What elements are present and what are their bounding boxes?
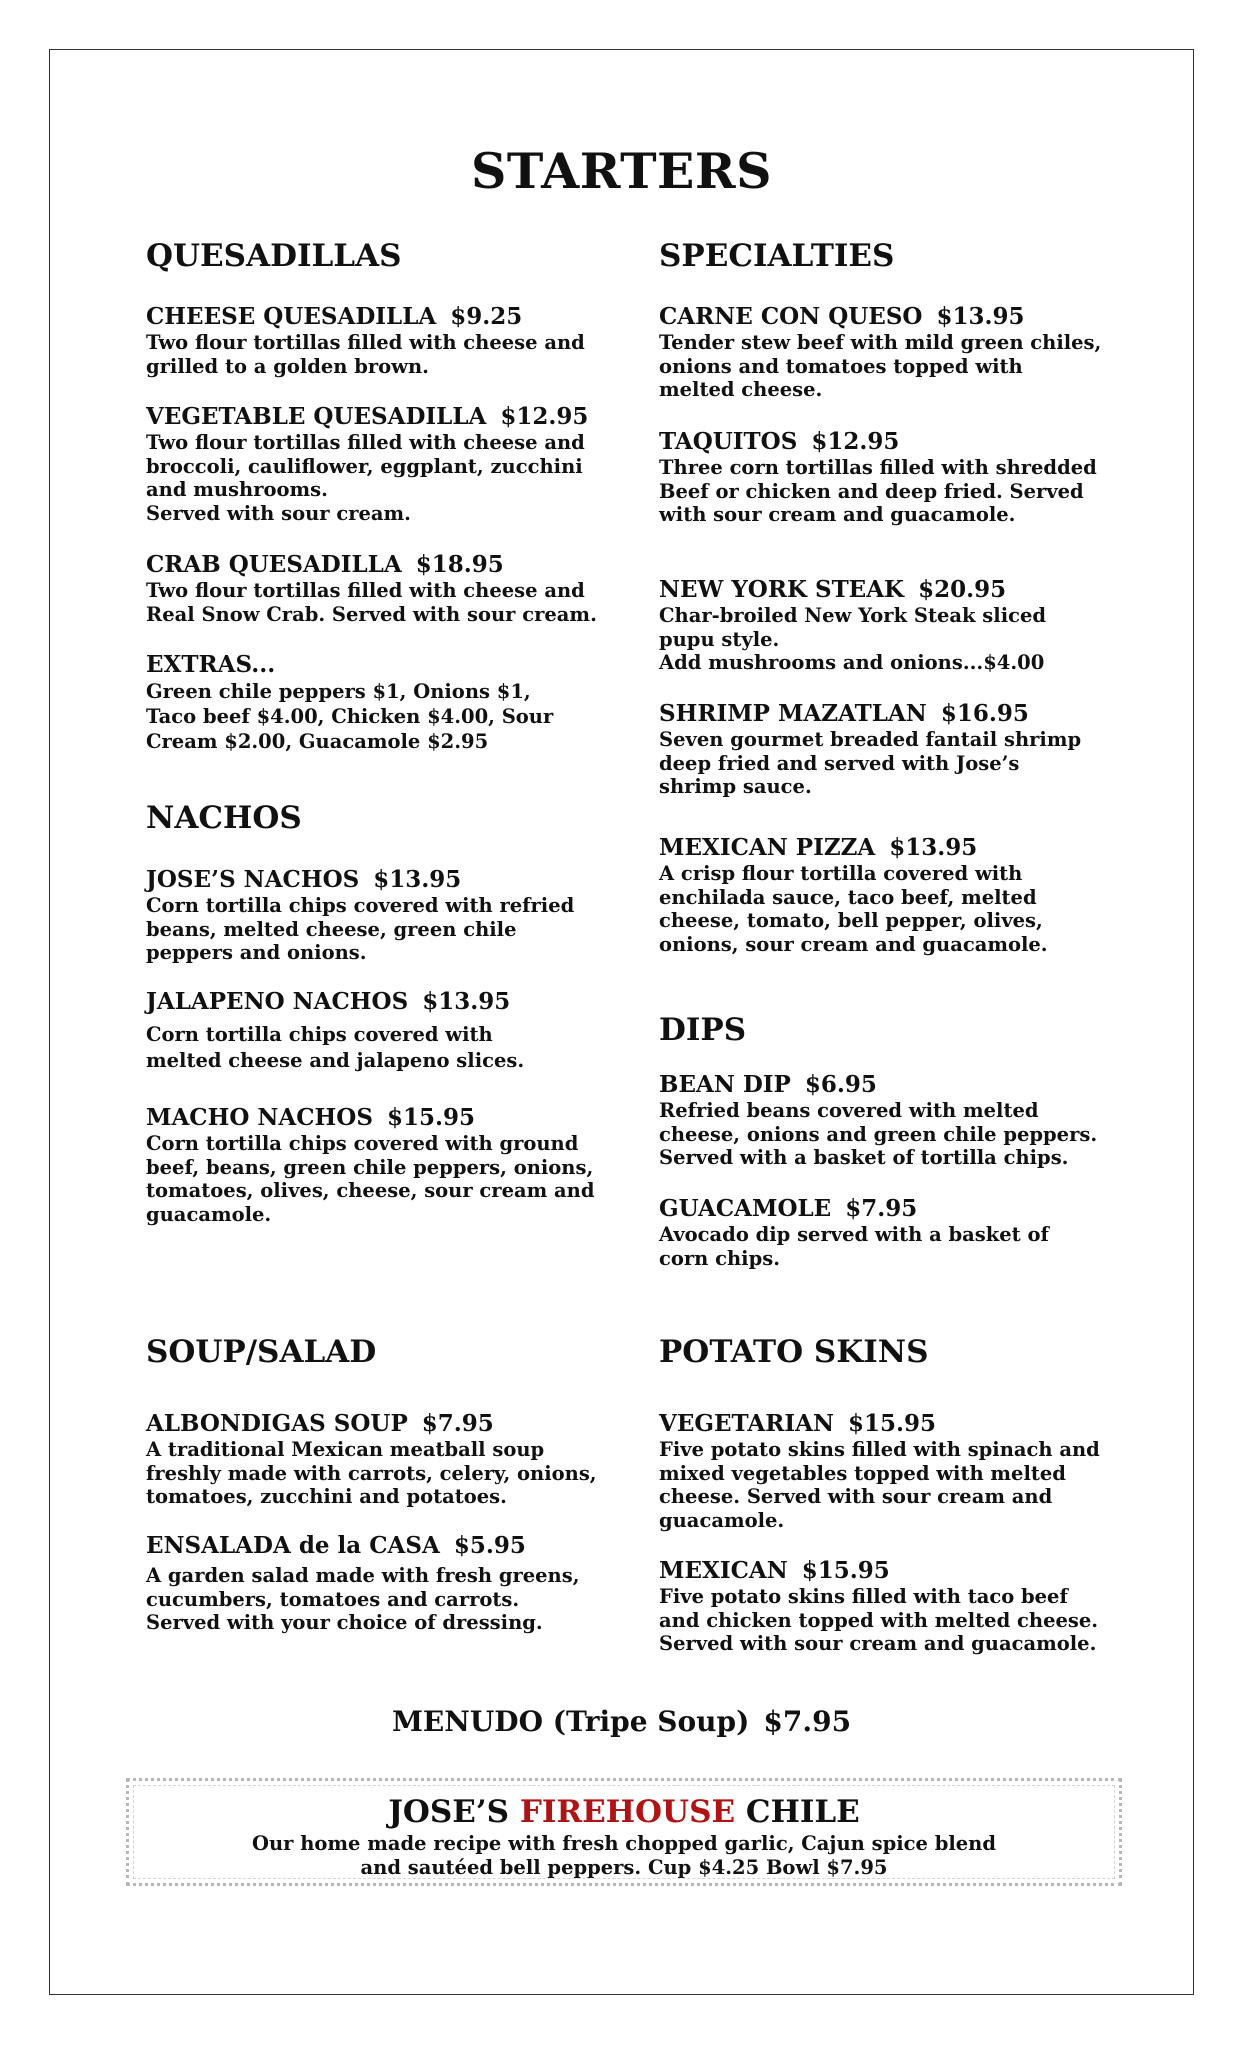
item-name: MEXICAN bbox=[659, 1557, 788, 1584]
item-description: Corn tortilla chips covered with ground beef, beans, green chile peppers, onions, tomatoes, olives, cheese, sour cream and guacamole. bbox=[146, 1132, 595, 1226]
item-name: CHEESE QUESADILLA bbox=[146, 303, 437, 330]
item-price: $5.95 bbox=[453, 1532, 526, 1559]
item-name: SHRIMP MAZATLAN bbox=[659, 700, 927, 727]
item-description: Refried beans covered with melted cheese, onions and green chile peppers. Served with a basket of tortilla chips. bbox=[659, 1099, 1098, 1169]
menu-item-ensalada-de-la-casa bbox=[146, 1532, 616, 1635]
menu-item-macho-nachos bbox=[146, 1104, 616, 1226]
item-name: MEXICAN PIZZA bbox=[659, 834, 876, 861]
item-price: $13.95 bbox=[373, 866, 462, 893]
item-description: A garden salad made with fresh greens, cucumbers, tomatoes and carrots. Served with your choice of dressing. bbox=[146, 1564, 580, 1634]
item-name: ENSALADA de la CASA bbox=[146, 1532, 440, 1559]
item-description: Tender stew beef with mild green chiles, onions and tomatoes topped with melted cheese. bbox=[659, 331, 1102, 401]
item-price: $13.95 bbox=[936, 303, 1025, 330]
firehouse-chile-box bbox=[126, 1778, 1122, 1886]
item-description: Two flour tortillas filled with cheese and Real Snow Crab. Served with sour cream. bbox=[146, 579, 597, 626]
section-heading-nachos: NACHOS bbox=[146, 800, 302, 836]
item-price: $7.95 bbox=[421, 1410, 494, 1437]
item-name: GUACAMOLE bbox=[659, 1195, 832, 1222]
item-description: A traditional Mexican meatball soup freshly made with carrots, celery, onions, tomatoes, zucchini and potatoes. bbox=[146, 1438, 597, 1508]
menu-item-vegetarian-skins bbox=[659, 1410, 1129, 1532]
item-description: Two flour tortillas filled with cheese and grilled to a golden brown. bbox=[146, 331, 585, 378]
menu-item-bean-dip bbox=[659, 1071, 1129, 1170]
item-description: Avocado dip served with a basket of corn chips. bbox=[659, 1223, 1049, 1270]
menu-item-cheese-quesadilla bbox=[146, 303, 616, 378]
item-name: CARNE CON QUESO bbox=[659, 303, 923, 330]
section-heading-specialties: SPECIALTIES bbox=[659, 238, 895, 274]
item-price: $15.95 bbox=[801, 1557, 890, 1584]
item-name: VEGETABLE QUESADILLA bbox=[146, 403, 487, 430]
menudo-line bbox=[0, 1705, 1243, 1738]
menu-item-extras bbox=[146, 651, 616, 754]
menu-item-joses-nachos bbox=[146, 866, 616, 965]
menu-item-crab-quesadilla bbox=[146, 551, 616, 626]
item-price: $15.95 bbox=[848, 1410, 937, 1437]
item-description: Two flour tortillas filled with cheese and broccoli, cauliflower, eggplant, zucchini and mushrooms. Served with sour cream. bbox=[146, 431, 585, 525]
section-heading-soup-salad: SOUP/SALAD bbox=[146, 1334, 377, 1370]
chile-title-post: CHILE bbox=[735, 1794, 860, 1830]
item-price: $16.95 bbox=[940, 700, 1029, 727]
item-description: A crisp flour tortilla covered with enchilada sauce, taco beef, melted cheese, tomato, bell pepper, olives, onions, sour cream and guacamole. bbox=[659, 862, 1048, 956]
item-price: $20.95 bbox=[918, 576, 1007, 603]
menu-item-albondigas-soup bbox=[146, 1410, 616, 1509]
menu-item-mexican-pizza bbox=[659, 834, 1129, 956]
item-name: JOSE’S NACHOS bbox=[146, 866, 360, 893]
item-name: CRAB QUESADILLA bbox=[146, 551, 402, 578]
section-heading-quesadillas: QUESADILLAS bbox=[146, 238, 402, 274]
menu-item-carne-con-queso bbox=[659, 303, 1129, 402]
item-price: $9.25 bbox=[450, 303, 523, 330]
item-price: $12.95 bbox=[500, 403, 589, 430]
item-description: Green chile peppers $1, Onions $1, Taco beef $4.00, Chicken $4.00, Sour Cream $2.00, Guacamole $2.95 bbox=[146, 680, 554, 753]
item-name: ALBONDIGAS SOUP bbox=[146, 1410, 408, 1437]
item-name: MENUDO (Tripe Soup) bbox=[391, 1705, 750, 1738]
chile-title bbox=[129, 1794, 1119, 1830]
item-name: TAQUITOS bbox=[659, 428, 798, 455]
menu-item-new-york-steak bbox=[659, 576, 1129, 675]
item-description: Five potato skins filled with taco beef and chicken topped with melted cheese. Served with sour cream and guacamole. bbox=[659, 1585, 1099, 1655]
item-name: MACHO NACHOS bbox=[146, 1104, 373, 1131]
item-price: $7.95 bbox=[845, 1195, 918, 1222]
item-price: $13.95 bbox=[889, 834, 978, 861]
menu-item-mexican-skins bbox=[659, 1557, 1129, 1656]
item-name: JALAPENO NACHOS bbox=[146, 988, 409, 1015]
menu-item-vegetable-quesadilla bbox=[146, 403, 616, 525]
chile-description: Our home made recipe with fresh chopped garlic, Cajun spice blend and sautéed bell peppers. Cup $4.25 Bowl $7.95 bbox=[252, 1832, 996, 1879]
item-price: $7.95 bbox=[763, 1705, 852, 1738]
item-name: NEW YORK STEAK bbox=[659, 576, 905, 603]
item-name: EXTRAS... bbox=[146, 651, 276, 678]
chile-title-accent: FIREHOUSE bbox=[519, 1794, 736, 1830]
menu-item-shrimp-mazatlan bbox=[659, 700, 1129, 799]
item-description: Seven gourmet breaded fantail shrimp deep fried and served with Jose’s shrimp sauce. bbox=[659, 728, 1082, 798]
item-description: Corn tortilla chips covered with melted cheese and jalapeno slices. bbox=[146, 1023, 525, 1072]
item-description: Corn tortilla chips covered with refried beans, melted cheese, green chile peppers and onions. bbox=[146, 894, 575, 964]
item-description: Char-broiled New York Steak sliced pupu style. Add mushrooms and onions...$4.00 bbox=[659, 604, 1047, 674]
item-name: BEAN DIP bbox=[659, 1071, 791, 1098]
item-price: $18.95 bbox=[415, 551, 504, 578]
item-price: $12.95 bbox=[811, 428, 900, 455]
menu-item-jalapeno-nachos bbox=[146, 988, 616, 1074]
item-price: $6.95 bbox=[804, 1071, 877, 1098]
page-title: STARTERS bbox=[471, 142, 772, 200]
item-price: $13.95 bbox=[422, 988, 511, 1015]
section-heading-potato-skins: POTATO SKINS bbox=[659, 1334, 929, 1370]
chile-title-pre: JOSE’S bbox=[388, 1794, 520, 1830]
item-price: $15.95 bbox=[386, 1104, 475, 1131]
item-description: Five potato skins filled with spinach and mixed vegetables topped with melted cheese. Served with sour cream and guacamole. bbox=[659, 1438, 1100, 1532]
menu-item-guacamole bbox=[659, 1195, 1129, 1270]
menu-item-taquitos bbox=[659, 428, 1129, 527]
item-description: Three corn tortillas filled with shredded Beef or chicken and deep fried. Served with sour cream and guacamole. bbox=[659, 456, 1097, 526]
item-name: VEGETARIAN bbox=[659, 1410, 834, 1437]
section-heading-dips: DIPS bbox=[659, 1012, 747, 1048]
